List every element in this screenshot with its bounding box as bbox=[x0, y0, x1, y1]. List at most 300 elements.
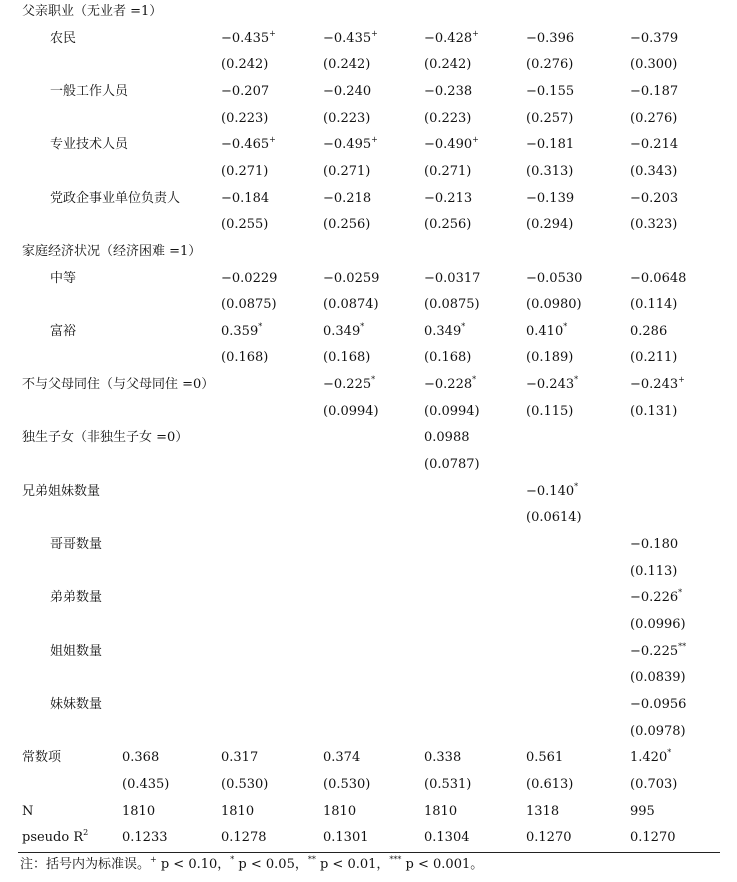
cell-value: (0.0978) bbox=[630, 723, 686, 739]
row-label bbox=[22, 802, 33, 822]
table-row bbox=[0, 348, 737, 374]
table-cell bbox=[630, 109, 677, 129]
table-row bbox=[0, 109, 737, 135]
table-cell bbox=[526, 775, 573, 795]
table-cell bbox=[630, 695, 686, 715]
cell-value: (0.0874) bbox=[323, 297, 379, 313]
table-row bbox=[0, 695, 737, 721]
table-cell bbox=[221, 189, 269, 209]
table-cell bbox=[424, 748, 461, 768]
table-cell bbox=[221, 162, 268, 182]
cell-value: 0.368 bbox=[122, 750, 160, 766]
table-cell bbox=[323, 402, 379, 422]
table-cell bbox=[424, 29, 479, 49]
table-cell bbox=[122, 802, 155, 822]
row-label bbox=[50, 29, 76, 49]
cell-value: (0.0875) bbox=[221, 297, 277, 313]
table-cell bbox=[630, 562, 677, 582]
row-label-text: 家庭经济状况（经济困难 =1） bbox=[22, 243, 202, 259]
cell-value: −0.155 bbox=[526, 83, 575, 99]
table-cell bbox=[630, 135, 678, 155]
table-cell bbox=[526, 109, 573, 129]
significance-marker: * bbox=[574, 375, 579, 385]
cell-value: 0.1270 bbox=[630, 830, 676, 846]
cell-value: −0.225 bbox=[323, 377, 372, 393]
table-cell bbox=[526, 189, 574, 209]
table-cell bbox=[526, 402, 573, 422]
table-cell bbox=[323, 828, 369, 848]
cell-value: (0.168) bbox=[424, 350, 472, 366]
cell-value: (0.223) bbox=[323, 110, 371, 126]
table-cell bbox=[630, 828, 676, 848]
cell-value: −0.0317 bbox=[424, 270, 481, 286]
note-sig-text: p < 0.001。 bbox=[401, 857, 484, 872]
cell-value: −0.181 bbox=[526, 137, 575, 153]
table-cell bbox=[323, 322, 364, 342]
row-label-text: 农民 bbox=[50, 30, 77, 46]
table-row bbox=[0, 82, 737, 108]
cell-value: (0.131) bbox=[630, 403, 678, 419]
table-row bbox=[0, 29, 737, 55]
cell-value: −0.490 bbox=[424, 137, 473, 153]
cell-value: (0.0875) bbox=[424, 297, 480, 313]
cell-value: (0.0614) bbox=[526, 510, 582, 526]
cell-value: (0.115) bbox=[526, 403, 574, 419]
table-cell bbox=[630, 215, 677, 235]
table-row bbox=[0, 748, 737, 774]
cell-value: −0.203 bbox=[630, 190, 679, 206]
table-cell bbox=[630, 615, 686, 635]
cell-value: (0.189) bbox=[526, 350, 574, 366]
table-cell bbox=[424, 775, 471, 795]
table-cell bbox=[323, 162, 370, 182]
table-cell bbox=[630, 802, 655, 822]
table-cell bbox=[323, 748, 360, 768]
row-label-text: 党政企事业单位负责人 bbox=[50, 190, 181, 206]
cell-value: 0.349 bbox=[323, 323, 361, 339]
cell-value: (0.168) bbox=[323, 350, 371, 366]
row-label-text: 不与父母同住（与父母同住 =0） bbox=[22, 377, 215, 393]
table-cell bbox=[221, 55, 268, 75]
cell-value: −0.396 bbox=[526, 30, 575, 46]
cell-value: −0.0229 bbox=[221, 270, 278, 286]
table-cell bbox=[424, 428, 470, 448]
table-cell bbox=[122, 828, 168, 848]
table-cell bbox=[630, 348, 677, 368]
cell-value: −0.214 bbox=[630, 137, 679, 153]
cell-value: (0.0994) bbox=[323, 403, 379, 419]
table-row bbox=[0, 215, 737, 241]
table-cell bbox=[424, 322, 465, 342]
cell-value: (0.255) bbox=[221, 217, 269, 233]
table-cell bbox=[630, 55, 677, 75]
row-label-text: 哥哥数量 bbox=[50, 537, 103, 552]
table-cell bbox=[424, 828, 470, 848]
cell-value: 0.349 bbox=[424, 323, 462, 339]
significance-marker: * bbox=[563, 321, 568, 331]
table-cell bbox=[630, 535, 678, 555]
cell-value: 1318 bbox=[526, 803, 560, 819]
cell-value: (0.323) bbox=[630, 217, 678, 233]
table-cell bbox=[526, 375, 578, 395]
table-cell bbox=[526, 269, 582, 289]
cell-value: −0.0648 bbox=[630, 270, 687, 286]
table-cell bbox=[424, 348, 471, 368]
cell-value: 0.359 bbox=[221, 323, 259, 339]
table-row bbox=[0, 375, 737, 401]
table-row bbox=[0, 562, 737, 588]
table-row bbox=[0, 535, 737, 561]
table-cell bbox=[630, 82, 678, 102]
table-cell bbox=[323, 802, 356, 822]
table-row bbox=[0, 508, 737, 534]
table-cell bbox=[323, 375, 375, 395]
cell-value: 1810 bbox=[424, 803, 458, 819]
row-label-text: 一般工作人员 bbox=[50, 83, 129, 99]
table-cell bbox=[630, 295, 677, 315]
cell-value: −0.243 bbox=[630, 377, 679, 393]
cell-value: (0.223) bbox=[424, 110, 472, 126]
significance-marker: * bbox=[574, 481, 579, 491]
table-cell bbox=[221, 215, 268, 235]
significance-marker: * bbox=[360, 321, 365, 331]
cell-value: 0.286 bbox=[630, 323, 668, 339]
table-cell bbox=[424, 82, 472, 102]
table-cell bbox=[424, 375, 476, 395]
table-cell bbox=[323, 82, 371, 102]
table-cell bbox=[221, 109, 268, 129]
row-label-text: pseudo R bbox=[22, 830, 84, 846]
table-cell bbox=[221, 828, 267, 848]
cell-value: (0.530) bbox=[221, 776, 269, 792]
table-cell bbox=[526, 135, 574, 155]
table-cell bbox=[526, 55, 573, 75]
note-sig-text: p < 0.01， bbox=[315, 857, 390, 872]
table-cell bbox=[424, 802, 457, 822]
table-cell bbox=[122, 748, 159, 768]
cell-value: 0.338 bbox=[424, 750, 462, 766]
cell-value: 0.410 bbox=[526, 323, 564, 339]
table-row bbox=[0, 642, 737, 668]
table-row bbox=[0, 615, 737, 641]
table-cell bbox=[122, 775, 169, 795]
table-note bbox=[20, 855, 483, 875]
cell-value: (0.211) bbox=[630, 350, 678, 366]
row-label bbox=[50, 642, 102, 662]
row-label bbox=[22, 428, 188, 448]
table-row bbox=[0, 322, 737, 348]
table-row bbox=[0, 775, 737, 801]
cell-value: (0.242) bbox=[221, 57, 269, 73]
table-cell bbox=[323, 215, 370, 235]
table-cell bbox=[323, 189, 371, 209]
cell-value: 1810 bbox=[122, 803, 156, 819]
cell-value: −0.0956 bbox=[630, 696, 687, 712]
row-label bbox=[22, 482, 100, 502]
table-cell bbox=[526, 802, 559, 822]
row-label-text: 弟弟数量 bbox=[50, 590, 103, 606]
table-cell bbox=[424, 455, 480, 475]
row-label-text: 父亲职业（无业者 =1） bbox=[22, 4, 163, 19]
table-cell bbox=[526, 215, 573, 235]
cell-value: 995 bbox=[630, 803, 655, 819]
cell-value: 0.374 bbox=[323, 750, 361, 766]
cell-value: (0.114) bbox=[630, 297, 678, 313]
cell-value: −0.0259 bbox=[323, 270, 380, 286]
table-cell bbox=[424, 269, 480, 289]
cell-value: −0.218 bbox=[323, 190, 372, 206]
table-cell bbox=[630, 402, 677, 422]
cell-value: (0.223) bbox=[221, 110, 269, 126]
table-row bbox=[0, 269, 737, 295]
table-cell bbox=[630, 269, 686, 289]
note-sig-marker: *** bbox=[389, 855, 402, 864]
cell-value: −0.187 bbox=[630, 83, 679, 99]
cell-value: −0.465 bbox=[221, 137, 270, 153]
cell-value: 1.420 bbox=[630, 750, 668, 766]
table-cell bbox=[630, 588, 682, 608]
row-label-text: 独生子女（非独生子女 =0） bbox=[22, 430, 189, 446]
row-label-text: 专业技术人员 bbox=[50, 137, 129, 153]
significance-marker: + bbox=[269, 135, 276, 145]
table-row bbox=[0, 162, 737, 188]
table-cell bbox=[630, 162, 677, 182]
significance-marker: + bbox=[472, 28, 479, 38]
row-label bbox=[22, 242, 201, 262]
row-label bbox=[50, 535, 102, 555]
cell-value: (0.168) bbox=[221, 350, 269, 366]
cell-value: (0.530) bbox=[323, 776, 371, 792]
table-cell bbox=[526, 29, 574, 49]
cell-value: (0.271) bbox=[424, 163, 472, 179]
note-sig-marker: ** bbox=[307, 855, 316, 864]
row-label-text: 富裕 bbox=[50, 323, 77, 339]
table-cell bbox=[323, 135, 378, 155]
cell-value: (0.343) bbox=[630, 163, 678, 179]
table-cell bbox=[424, 55, 471, 75]
cell-value: −0.207 bbox=[221, 83, 270, 99]
cell-value: 0.1301 bbox=[323, 830, 369, 846]
cell-value: (0.0839) bbox=[630, 670, 686, 686]
cell-value: −0.240 bbox=[323, 83, 372, 99]
significance-marker: ** bbox=[678, 641, 687, 651]
table-cell bbox=[526, 162, 573, 182]
table-cell bbox=[323, 109, 370, 129]
cell-value: −0.184 bbox=[221, 190, 270, 206]
cell-value: −0.213 bbox=[424, 190, 473, 206]
note-sig-text: p < 0.05， bbox=[234, 857, 308, 872]
table-cell bbox=[630, 668, 686, 688]
row-label bbox=[22, 375, 214, 395]
cell-value: (0.256) bbox=[424, 217, 472, 233]
cell-value: (0.256) bbox=[323, 217, 371, 233]
cell-value: (0.276) bbox=[630, 110, 678, 126]
table-row bbox=[0, 295, 737, 321]
cell-value: −0.139 bbox=[526, 190, 575, 206]
cell-value: −0.225 bbox=[630, 643, 679, 659]
row-label bbox=[22, 2, 162, 22]
cell-value: (0.435) bbox=[122, 776, 170, 792]
cell-value: 0.1278 bbox=[221, 830, 267, 846]
cell-value: −0.243 bbox=[526, 377, 575, 393]
table-cell bbox=[424, 215, 471, 235]
cell-value: (0.0994) bbox=[424, 403, 480, 419]
cell-value: −0.0530 bbox=[526, 270, 583, 286]
table-cell bbox=[630, 29, 678, 49]
table-row bbox=[0, 722, 737, 748]
row-label bbox=[22, 748, 61, 768]
table-cell bbox=[221, 775, 268, 795]
row-label bbox=[22, 828, 88, 848]
cell-value: 0.1270 bbox=[526, 830, 572, 846]
table-cell bbox=[424, 295, 480, 315]
significance-marker: + bbox=[269, 28, 276, 38]
table-cell bbox=[630, 722, 686, 742]
table-cell bbox=[221, 29, 276, 49]
cell-value: 1810 bbox=[323, 803, 357, 819]
cell-value: −0.140 bbox=[526, 483, 575, 499]
table-cell bbox=[221, 802, 254, 822]
cell-value: (0.257) bbox=[526, 110, 574, 126]
row-label-text: 中等 bbox=[50, 270, 77, 286]
row-label-superscript: 2 bbox=[83, 828, 89, 838]
table-cell bbox=[424, 135, 479, 155]
table-cell bbox=[221, 135, 276, 155]
significance-marker: + bbox=[371, 135, 378, 145]
cell-value: −0.428 bbox=[424, 30, 473, 46]
cell-value: 0.317 bbox=[221, 750, 259, 766]
cell-value: 0.1304 bbox=[424, 830, 470, 846]
table-cell bbox=[221, 348, 268, 368]
table-row bbox=[0, 189, 737, 215]
table-cell bbox=[526, 322, 567, 342]
table-cell bbox=[323, 348, 370, 368]
table-row bbox=[0, 588, 737, 614]
significance-marker: * bbox=[678, 588, 683, 598]
cell-value: (0.531) bbox=[424, 776, 472, 792]
table-cell bbox=[630, 748, 671, 768]
note-sig-text: p < 0.10， bbox=[156, 857, 231, 872]
cell-value: −0.495 bbox=[323, 137, 372, 153]
table-cell bbox=[630, 375, 685, 395]
row-label-text: 兄弟姐妹数量 bbox=[22, 483, 101, 499]
table-cell bbox=[221, 748, 258, 768]
table-cell bbox=[323, 55, 370, 75]
row-label bbox=[50, 135, 128, 155]
cell-value: −0.238 bbox=[424, 83, 473, 99]
cell-value: (0.613) bbox=[526, 776, 574, 792]
cell-value: 0.561 bbox=[526, 750, 564, 766]
table-cell bbox=[424, 189, 472, 209]
table-row bbox=[0, 2, 737, 28]
significance-marker: + bbox=[472, 135, 479, 145]
table-row bbox=[0, 242, 737, 268]
row-label-text: 常数项 bbox=[22, 750, 62, 766]
significance-marker: * bbox=[371, 375, 376, 385]
table-row bbox=[0, 668, 737, 694]
table-cell bbox=[526, 508, 582, 528]
table-bottom-rule bbox=[18, 852, 720, 853]
table-cell bbox=[526, 748, 563, 768]
table-cell bbox=[323, 269, 379, 289]
cell-value: −0.226 bbox=[630, 590, 679, 606]
table-cell bbox=[323, 295, 379, 315]
row-label-text: N bbox=[22, 803, 34, 819]
cell-value: 1810 bbox=[221, 803, 255, 819]
cell-value: (0.294) bbox=[526, 217, 574, 233]
cell-value: −0.435 bbox=[221, 30, 270, 46]
significance-marker: + bbox=[678, 375, 685, 385]
row-label bbox=[50, 588, 102, 608]
table-row bbox=[0, 802, 737, 828]
cell-value: (0.0980) bbox=[526, 297, 582, 313]
significance-marker: * bbox=[461, 321, 466, 331]
cell-value: (0.0787) bbox=[424, 457, 480, 473]
table-row bbox=[0, 455, 737, 481]
significance-marker: + bbox=[371, 28, 378, 38]
note-prefix: 注：括号内为标准误。 bbox=[20, 857, 151, 872]
table-cell bbox=[630, 189, 678, 209]
table-cell bbox=[221, 322, 262, 342]
table-cell bbox=[323, 775, 370, 795]
table-cell bbox=[221, 295, 277, 315]
cell-value: (0.242) bbox=[323, 57, 371, 73]
table-row bbox=[0, 55, 737, 81]
table-cell bbox=[526, 828, 572, 848]
row-label bbox=[50, 269, 76, 289]
cell-value: (0.313) bbox=[526, 163, 574, 179]
row-label-text: 姐姐数量 bbox=[50, 643, 103, 659]
table-cell bbox=[221, 269, 277, 289]
table-cell bbox=[221, 82, 269, 102]
table-row bbox=[0, 135, 737, 161]
significance-marker: * bbox=[472, 375, 477, 385]
cell-value: (0.113) bbox=[630, 563, 678, 579]
row-label-text: 妹妹数量 bbox=[50, 696, 103, 712]
table-row bbox=[0, 482, 737, 508]
table-row bbox=[0, 428, 737, 454]
cell-value: (0.242) bbox=[424, 57, 472, 73]
table-cell bbox=[630, 642, 686, 662]
cell-value: (0.271) bbox=[323, 163, 371, 179]
cell-value: −0.228 bbox=[424, 377, 473, 393]
table-cell bbox=[424, 402, 480, 422]
table-row bbox=[0, 402, 737, 428]
row-label bbox=[50, 82, 128, 102]
note-sig-marker: + bbox=[150, 855, 157, 864]
cell-value: 0.1233 bbox=[122, 830, 168, 846]
row-label bbox=[50, 695, 102, 715]
table-row bbox=[0, 828, 737, 854]
table-cell bbox=[630, 775, 677, 795]
table-cell bbox=[323, 29, 378, 49]
cell-value: −0.435 bbox=[323, 30, 372, 46]
table-cell bbox=[526, 295, 582, 315]
table-cell bbox=[526, 482, 578, 502]
cell-value: (0.703) bbox=[630, 776, 678, 792]
cell-value: −0.379 bbox=[630, 30, 679, 46]
table-cell bbox=[526, 82, 574, 102]
note-sig-marker: * bbox=[230, 855, 235, 864]
table-cell bbox=[424, 162, 471, 182]
table-cell bbox=[424, 109, 471, 129]
cell-value: −0.180 bbox=[630, 537, 679, 552]
cell-value: (0.276) bbox=[526, 57, 574, 73]
significance-marker: * bbox=[667, 748, 672, 758]
cell-value: (0.300) bbox=[630, 57, 678, 73]
row-label bbox=[50, 189, 180, 209]
table-cell bbox=[526, 348, 573, 368]
